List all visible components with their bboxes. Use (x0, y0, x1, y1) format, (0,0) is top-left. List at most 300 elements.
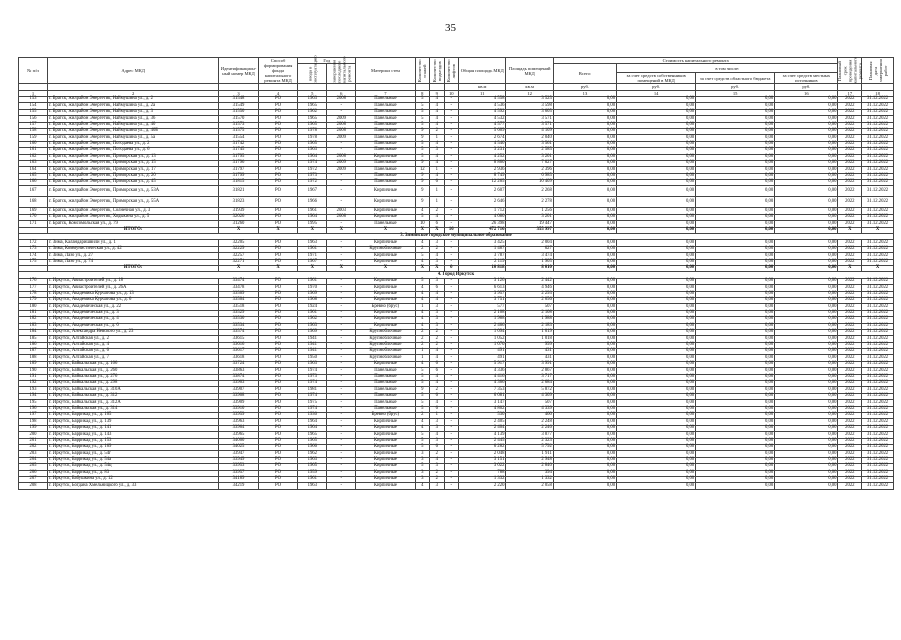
total-area-cell: 5 609 (459, 128, 506, 134)
floors-cell: 5 (415, 122, 429, 128)
header-premises-area: Площадь помещений МКД (506, 58, 553, 84)
total-area-cell: 26 398 (459, 221, 506, 227)
cost-regional-cell: 0,00 (696, 329, 775, 335)
lifts-cell: - (444, 329, 458, 335)
cost-owners-cell: 0,00 (617, 180, 696, 186)
lifts-cell: - (444, 483, 458, 489)
premises-area-cell: 2 867 (506, 368, 553, 374)
cost-regional-cell: 0,00 (696, 432, 775, 438)
cost-total-cell: 0,00 (553, 253, 616, 259)
wall-material-cell: Кирпичные (356, 240, 415, 246)
cost-local-cell: 0,00 (775, 291, 838, 297)
plan-date-cell: 31.12.2022 (862, 197, 894, 208)
cost-owners-cell: 0,00 (617, 387, 696, 393)
plan-date-cell: 31.12.2022 (862, 457, 894, 463)
plan-year-cell: 2022 (838, 374, 862, 380)
floors-cell: 2 (415, 342, 429, 348)
header-cost-group: Стоимость капитального ремонта (553, 58, 838, 64)
entrances-cell: 4 (430, 214, 444, 220)
row-number-cell: 197 (19, 412, 48, 418)
row-number-cell: 165 (19, 173, 48, 179)
wall-material-cell: Кирпичные (356, 208, 415, 214)
header-wall-material: Материал стен (356, 58, 415, 84)
address-cell: г. Иркутск, Байкальская ул., д. 312А (47, 400, 218, 406)
premises-area-cell: 1 905 (506, 259, 553, 265)
floors-cell: 3 (415, 476, 429, 482)
fund-method-cell: РО (258, 103, 298, 109)
row-number-cell: 194 (19, 393, 48, 399)
premises-area-cell: 2 323 (506, 438, 553, 444)
floors-cell: 4 (415, 285, 429, 291)
total-area-cell: 3 147 (459, 400, 506, 406)
row-number-cell: 160 (19, 141, 48, 147)
floors-cell: 5 (415, 432, 429, 438)
entrances-cell: 6 (430, 368, 444, 374)
lifts-cell: - (444, 432, 458, 438)
col-number: 1 (19, 90, 48, 96)
total-area-cell: 491 (459, 349, 506, 355)
address-cell: г. Братск, жилрайон Энергетик, Погодаева ул., д. 2 (47, 141, 218, 147)
cost-local-cell: 0,00 (775, 278, 838, 284)
cost-regional-cell: 0,00 (696, 368, 775, 374)
year-last-repair-cell: - (327, 246, 356, 252)
floors-cell: 5 (415, 103, 429, 109)
year-commission-cell: 1965 (298, 438, 327, 444)
year-last-repair-cell: - (327, 141, 356, 147)
plan-year-cell: 2022 (838, 361, 862, 367)
year-last-repair-cell: - (327, 285, 356, 291)
year-last-repair-cell: - (327, 323, 356, 329)
cost-regional-cell: 0,00 (696, 221, 775, 227)
year-last-repair-cell: - (327, 419, 356, 425)
wall-material-cell: Крупноблочные (356, 329, 415, 335)
address-cell: г. Иркутск, Байкальская ул., д. 310А (47, 387, 218, 393)
cost-owners-cell: 0,00 (617, 457, 696, 463)
wall-material-cell: Кирпичные (356, 259, 415, 265)
year-commission-cell: 1941 (298, 336, 327, 342)
cost-local-cell: 0,00 (775, 368, 838, 374)
plan-year-cell: 2022 (838, 141, 862, 147)
plan-year-cell: 2022 (838, 97, 862, 103)
cost-owners-cell: 0,00 (617, 103, 696, 109)
floors-cell: 5 (415, 374, 429, 380)
cost-owners-cell: 0,00 (617, 381, 696, 387)
total-area-cell: 1 988 (459, 317, 506, 323)
year-commission-cell: 1941 (298, 349, 327, 355)
year-last-repair-cell: - (327, 451, 356, 457)
entrances-cell: 2 (430, 336, 444, 342)
total-area-cell: 2 646 (459, 197, 506, 208)
floors-cell: 5 (415, 278, 429, 284)
row-number-cell: 189 (19, 361, 48, 367)
plan-date-cell: 31.12.2022 (862, 180, 894, 186)
fund-method-cell: РО (258, 438, 298, 444)
address-cell: г. Братск, жилрайон Энергетик, Приморская ул., д. 15 (47, 160, 218, 166)
cost-regional-cell: 0,00 (696, 240, 775, 246)
total-area-cell: 2 445 (459, 438, 506, 444)
cost-local-cell: 0,00 (775, 266, 838, 272)
row-number-cell: 191 (19, 374, 48, 380)
col-number: 3 (219, 90, 259, 96)
cost-regional-cell: 0,00 (696, 419, 775, 425)
wall-material-cell: Кирпичные (356, 457, 415, 463)
cost-total-cell: 0,00 (553, 349, 616, 355)
row-number-cell: 204 (19, 457, 48, 463)
cost-owners-cell: 0,00 (617, 393, 696, 399)
premises-area-cell: 2 293 (506, 291, 553, 297)
plan-date-cell: 31.12.2022 (862, 444, 894, 450)
lifts-cell: - (444, 317, 458, 323)
entrances-cell: 4 (430, 291, 444, 297)
wall-material-cell: Кирпичные (356, 464, 415, 470)
cost-regional-cell: 0,00 (696, 122, 775, 128)
cost-local-cell: 0,00 (775, 361, 838, 367)
floors-cell: 5 (415, 438, 429, 444)
floors-cell: 5 (415, 141, 429, 147)
col-number: 2 (47, 90, 218, 96)
year-commission-cell: 1966 (298, 197, 327, 208)
plan-year-cell: 2022 (838, 457, 862, 463)
entrances-cell: 4 (430, 173, 444, 179)
cost-total-cell: 0,00 (553, 297, 616, 303)
cost-local-cell: 0,00 (775, 470, 838, 476)
cost-local-cell: 0,00 (775, 329, 838, 335)
year-last-repair-cell: - (327, 349, 356, 355)
cost-total-cell: 0,00 (553, 387, 616, 393)
premises-area-cell: 394 (506, 470, 553, 476)
plan-date-cell: 31.12.2022 (862, 109, 894, 115)
address-cell: г. Иркутск, Академическая ул., д. 6 (47, 323, 218, 329)
plan-date-cell: 31.12.2022 (862, 381, 894, 387)
year-commission-cell: 1963 (298, 361, 327, 367)
fund-method-cell: РО (258, 451, 298, 457)
total-area-cell: 2 466 (459, 323, 506, 329)
year-commission-cell: 1941 (298, 342, 327, 348)
year-last-repair-cell: - (327, 393, 356, 399)
premises-area-cell: 3 201 (506, 154, 553, 160)
cost-local-cell: 0,00 (775, 180, 838, 186)
cost-regional-cell: 0,00 (696, 464, 775, 470)
total-area-cell: 4 592 (459, 109, 506, 115)
wall-material-cell: Панельные (356, 97, 415, 103)
plan-year-cell: 2022 (838, 476, 862, 482)
cost-owners-cell: 0,00 (617, 173, 696, 179)
cost-local-cell: 0,00 (775, 304, 838, 310)
cost-regional-cell: 0,00 (696, 103, 775, 109)
header-year-commission: ввода в эксплуатацию (298, 64, 327, 84)
floors-cell: 5 (415, 97, 429, 103)
total-area-cell: 577 (459, 304, 506, 310)
lifts-cell: - (444, 451, 458, 457)
total-area-cell: 1 332 (459, 476, 506, 482)
address-cell: г. Иркутск, Байкальская ул., д. 312 (47, 393, 218, 399)
address-cell: г. Иркутск, Баррикад ул., д. 139 (47, 419, 218, 425)
year-commission-cell: 1974 (298, 406, 327, 412)
cost-owners-cell: 0,00 (617, 141, 696, 147)
floors-cell: 5 (415, 444, 429, 450)
lifts-cell: - (444, 349, 458, 355)
cost-owners-cell: 0,00 (617, 148, 696, 154)
floors-cell: 12 (415, 167, 429, 173)
premises-area-cell: 2 246 (506, 425, 553, 431)
col-number: 9 (430, 90, 444, 96)
total-area-cell: 491 (459, 355, 506, 361)
premises-area-cell: 507 (506, 400, 553, 406)
cost-total-cell: 0,00 (553, 116, 616, 122)
lifts-cell: - (444, 97, 458, 103)
plan-date-cell: 31.12.2022 (862, 412, 894, 418)
plan-date-cell: 31.12.2022 (862, 323, 894, 329)
floors-cell: 3 (415, 457, 429, 463)
plan-year-cell: 2022 (838, 406, 862, 412)
wall-material-cell: Кирпичные (356, 425, 415, 431)
year-commission-cell: 1964 (298, 154, 327, 160)
floors-cell: 5 (415, 393, 429, 399)
year-commission-cell: 1963 (298, 148, 327, 154)
entrances-cell: 3 (430, 304, 444, 310)
year-last-repair-cell: - (327, 464, 356, 470)
cost-total-cell: 0,00 (553, 173, 616, 179)
address-cell: г. Иркутск, Баррикад ул., д. 105 (47, 412, 218, 418)
cost-regional-cell: 0,00 (696, 227, 775, 233)
cost-total-cell: 0,00 (553, 128, 616, 134)
cost-owners-cell: 0,00 (617, 361, 696, 367)
entrances-cell: 2 (430, 246, 444, 252)
total-area-cell: 6 282 (459, 444, 506, 450)
address-cell: г. Иркутск, Байкальская ул., д. 260 (47, 368, 218, 374)
plan-year-cell: 2022 (838, 259, 862, 265)
year-commission-cell: 1971 (298, 253, 327, 259)
entrances-cell: 3 (430, 259, 444, 265)
row-number-cell: 159 (19, 135, 48, 141)
fund-method-cell: РО (258, 297, 298, 303)
premises-area-cell: 507 (506, 304, 553, 310)
plan-year-cell: 2022 (838, 291, 862, 297)
entrances-cell: 3 (430, 419, 444, 425)
fund-method-cell: РО (258, 167, 298, 173)
cost-local-cell: 0,00 (775, 355, 838, 361)
year-commission-cell: Х (298, 227, 327, 233)
header-cost-local: за счет средств местных источников (775, 73, 838, 84)
row-number-cell: 179 (19, 297, 48, 303)
year-last-repair-cell: - (327, 444, 356, 450)
mkd-id-cell: 32271 (219, 259, 259, 265)
premises-area-cell: 5 872 (506, 387, 553, 393)
cost-total-cell: 0,00 (553, 323, 616, 329)
address-cell: г. Братск, жилрайон Энергетик, Ходыкина ул., д. 5 (47, 214, 218, 220)
cost-owners-cell: 0,00 (617, 266, 696, 272)
mkd-id-cell: 31575 (219, 128, 259, 134)
entrances-cell: 4 (430, 109, 444, 115)
cost-owners-cell: 0,00 (617, 323, 696, 329)
header-floors: Количество этажей (415, 58, 429, 84)
mkd-id-cell: 33874 (219, 374, 259, 380)
address-cell: г. Иркутск, Александра Невского ул., д. 23 (47, 329, 218, 335)
wall-material-cell: Х (356, 227, 415, 233)
plan-year-cell: 2022 (838, 128, 862, 134)
plan-date-cell: 31.12.2022 (862, 148, 894, 154)
entrances-cell: 2 (430, 329, 444, 335)
year-last-repair-cell: Х (327, 266, 356, 272)
lifts-cell: - (444, 336, 458, 342)
year-last-repair-cell: - (327, 186, 356, 197)
cost-regional-cell: 0,00 (696, 317, 775, 323)
cost-local-cell: 0,00 (775, 425, 838, 431)
mkd-id-cell: 31939 (219, 208, 259, 214)
cost-owners-cell: 0,00 (617, 444, 696, 450)
wall-material-cell: Кирпичные (356, 297, 415, 303)
address-cell: г. Иркутск, Бабушкина ул., д. 12 (47, 476, 218, 482)
row-number-cell: 177 (19, 285, 48, 291)
mkd-id-cell: 33534 (219, 323, 259, 329)
total-area-cell: 4 366 (459, 381, 506, 387)
premises-area-cell: 3 201 (506, 214, 553, 220)
cost-total-cell: 0,00 (553, 291, 616, 297)
premises-area-cell: 1 911 (506, 451, 553, 457)
premises-area-cell: 4 339 (506, 406, 553, 412)
address-cell: ИТОГО: (47, 227, 218, 233)
wall-material-cell: Панельные (356, 393, 415, 399)
wall-material-cell: Кирпичные (356, 432, 415, 438)
entrances-cell: 4 (430, 349, 444, 355)
cost-total-cell: 0,00 (553, 406, 616, 412)
wall-material-cell: Бревно (брус) (356, 304, 415, 310)
cost-total-cell: 0,00 (553, 304, 616, 310)
cost-regional-cell: 0,00 (696, 310, 775, 316)
year-commission-cell: 1974 (298, 160, 327, 166)
entrances-cell: 4 (430, 116, 444, 122)
mkd-id-cell: 34025 (219, 444, 259, 450)
premises-area-cell: 1 332 (506, 476, 553, 482)
row-number-cell: 183 (19, 323, 48, 329)
fund-method-cell: РО (258, 444, 298, 450)
entrances-cell: 6 (430, 393, 444, 399)
address-cell: г. Иркутск, Авиастроителей ул., д. 18 (47, 278, 218, 284)
cost-local-cell: 0,00 (775, 297, 838, 303)
row-number-cell: 173 (19, 246, 48, 252)
row-number-cell: 182 (19, 317, 48, 323)
cost-total-cell: 0,00 (553, 278, 616, 284)
lifts-cell: - (444, 128, 458, 134)
cost-total-cell: 0,00 (553, 285, 616, 291)
entrances-cell: 3 (430, 240, 444, 246)
wall-material-cell: Панельные (356, 400, 415, 406)
table-row (19, 186, 894, 197)
col-number: 6 (327, 90, 356, 96)
cost-local-cell: 0,00 (775, 148, 838, 154)
fund-method-cell: РО (258, 329, 298, 335)
wall-material-cell: Кирпичные (356, 317, 415, 323)
cost-local-cell: 0,00 (775, 457, 838, 463)
year-last-repair-cell: - (327, 438, 356, 444)
address-cell: г. Братск, жилрайон Энергетик, Приморская ул., д. 53А (47, 186, 218, 197)
wall-material-cell: Кирпичные (356, 154, 415, 160)
year-commission-cell: 1968 (298, 297, 327, 303)
plan-year-cell: 2022 (838, 470, 862, 476)
row-number-cell: 171 (19, 221, 48, 227)
entrances-cell: 4 (430, 297, 444, 303)
row-number-cell: 166 (19, 180, 48, 186)
plan-year-cell: 2022 (838, 349, 862, 355)
mkd-id-cell: 32026 (219, 214, 259, 220)
cost-total-cell: 0,00 (553, 148, 616, 154)
mkd-id-cell: 31260 (219, 221, 259, 227)
cost-owners-cell: 0,00 (617, 297, 696, 303)
row-number-cell: 185 (19, 336, 48, 342)
cost-regional-cell: 0,00 (696, 109, 775, 115)
lifts-cell: - (444, 291, 458, 297)
premises-area-cell: 10 409 (506, 180, 553, 186)
total-area-cell: 2 936 (459, 167, 506, 173)
plan-date-cell: 31.12.2022 (862, 141, 894, 147)
plan-year-cell: 2022 (838, 342, 862, 348)
row-number-cell: 188 (19, 355, 48, 361)
floors-cell: 5 (415, 116, 429, 122)
cost-owners-cell: 0,00 (617, 214, 696, 220)
year-last-repair-cell: - (327, 240, 356, 246)
wall-material-cell: Панельные (356, 374, 415, 380)
fund-method-cell: РО (258, 457, 298, 463)
mkd-id-cell: 31548 (219, 97, 259, 103)
year-last-repair-cell: - (327, 291, 356, 297)
wall-material-cell: Бревно (брус) (356, 412, 415, 418)
floors-cell: 1 (415, 349, 429, 355)
cost-total-cell: 0,00 (553, 141, 616, 147)
lifts-cell: - (444, 444, 458, 450)
year-last-repair-cell: - (327, 381, 356, 387)
cost-regional-cell: 0,00 (696, 97, 775, 103)
year-commission-cell: 1963 (298, 240, 327, 246)
year-last-repair-cell: 2009 (327, 135, 356, 141)
mkd-id-cell: 33509 (219, 291, 259, 297)
plan-date-cell: 31.12.2022 (862, 122, 894, 128)
wall-material-cell: Крупноблочные (356, 336, 415, 342)
col-number: 15 (696, 90, 775, 96)
cost-local-cell: 0,00 (775, 451, 838, 457)
lifts-cell: - (444, 109, 458, 115)
cost-local-cell: 0,00 (775, 285, 838, 291)
plan-date-cell: 31.12.2022 (862, 186, 894, 197)
unit-cost-regional: руб. (696, 84, 775, 90)
cost-owners-cell: 0,00 (617, 116, 696, 122)
premises-area-cell: 2 948 (506, 457, 553, 463)
cost-owners-cell: 0,00 (617, 310, 696, 316)
wall-material-cell: Крупноблочные (356, 342, 415, 348)
premises-area-cell: 1 019 (506, 329, 553, 335)
year-commission-cell: 1963 (298, 483, 327, 489)
unit-cost-owners: руб. (617, 84, 696, 90)
year-commission-cell: 1961 (298, 278, 327, 284)
mkd-id-cell: 31550 (219, 109, 259, 115)
mkd-id-cell: 31821 (219, 186, 259, 197)
entrances-cell: 6 (430, 221, 444, 227)
year-commission-cell: 1972 (298, 180, 327, 186)
page-number: 35 (445, 22, 456, 34)
cost-local-cell: 0,00 (775, 122, 838, 128)
fund-method-cell: РО (258, 221, 298, 227)
lifts-cell: 16 (444, 227, 458, 233)
total-area-cell: 4 802 (459, 406, 506, 412)
floors-cell: 4 (415, 240, 429, 246)
premises-area-cell: 460 (506, 412, 553, 418)
cost-owners-cell: 0,00 (617, 259, 696, 265)
header-cost-owners: за счет средств собственников помещений в МКД (617, 73, 696, 84)
year-commission-cell: 1964 (298, 419, 327, 425)
lifts-cell: - (444, 103, 458, 109)
wall-material-cell: Панельные (356, 387, 415, 393)
row-number-cell: 192 (19, 381, 48, 387)
wall-material-cell: Панельные (356, 103, 415, 109)
